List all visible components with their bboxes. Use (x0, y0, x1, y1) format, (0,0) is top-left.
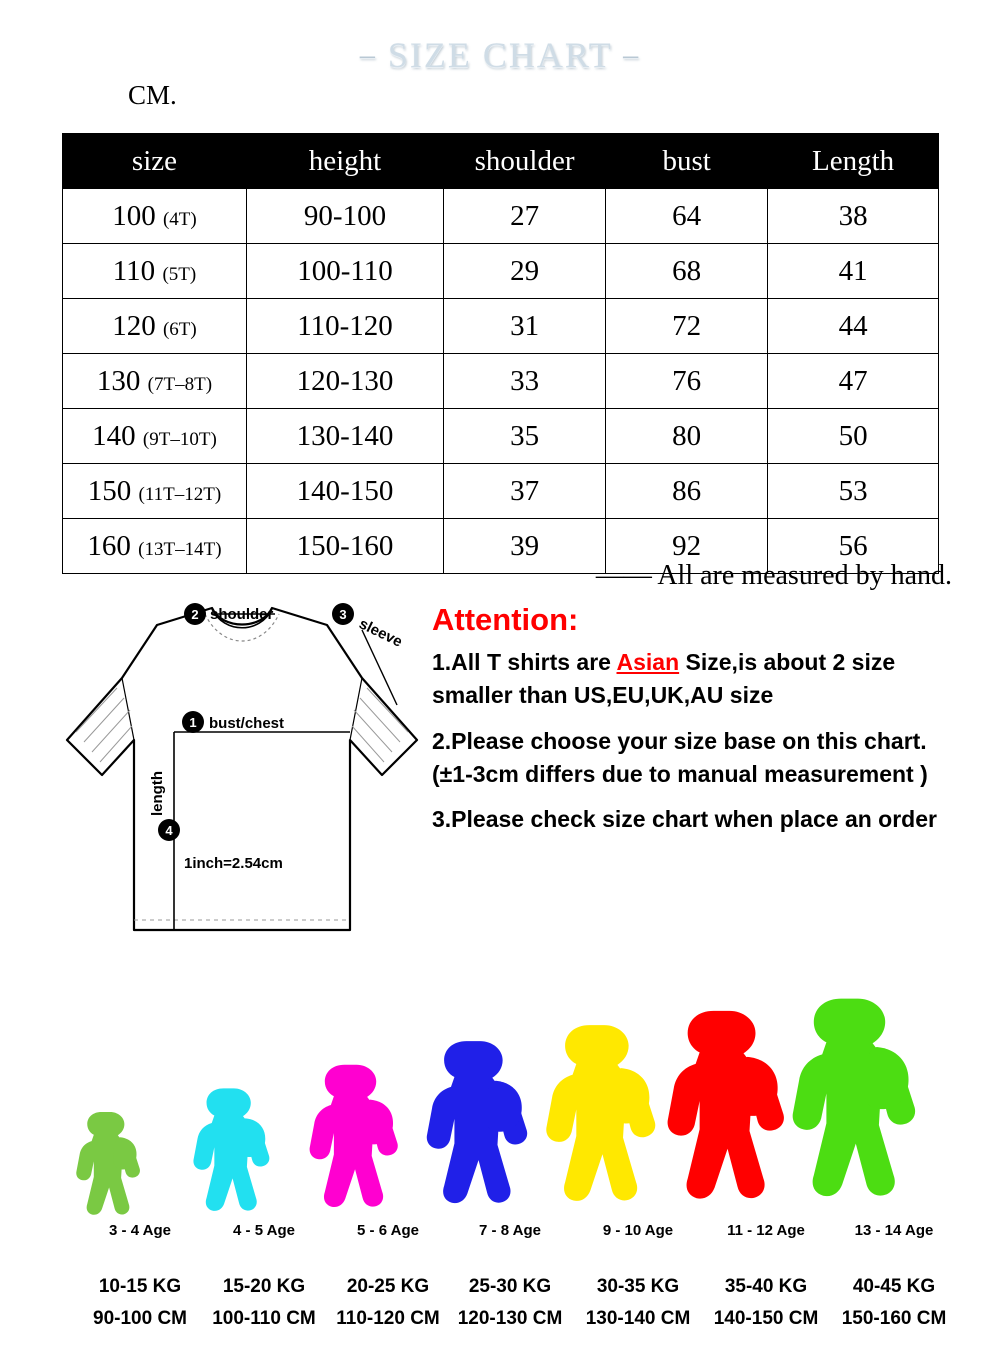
age-label: 13 - 14 Age (854, 1222, 934, 1239)
cell-bust: 76 (606, 354, 768, 409)
height-label: 110-120 CM (336, 1308, 440, 1329)
cell-length: 47 (768, 354, 939, 409)
page-title (0, 0, 1000, 80)
kid-silhouette (180, 1080, 273, 1235)
age-label: 4 - 5 Age (233, 1222, 295, 1239)
height-label: 140-150 CM (713, 1308, 819, 1329)
table-row (63, 299, 939, 354)
cell-bust: 80 (606, 409, 768, 464)
cell-shoulder: 39 (444, 519, 606, 574)
cell-bust: 68 (606, 244, 768, 299)
weight-label: 25-30 KG (468, 1276, 552, 1297)
age-label: 5 - 6 Age (357, 1222, 419, 1239)
kid-silhouette (771, 985, 921, 1235)
age-label: 11 - 12 Age (727, 1222, 805, 1239)
column-header-bust: bust (606, 134, 768, 189)
unit-label: CM. (128, 80, 177, 110)
cell-bust: 72 (606, 299, 768, 354)
attention-line-2: 2.Please choose your size base on this chart.(±1-3cm differs due to manual measurement ) (432, 727, 928, 788)
cell-size: 140 (9T–10T) (63, 409, 247, 464)
tshirt-diagram (62, 600, 422, 950)
kid-silhouette (527, 1013, 661, 1236)
cell-shoulder: 33 (444, 354, 606, 409)
cell-length: 44 (768, 299, 939, 354)
svg-text:bust/chest: bust/chest (209, 715, 285, 732)
title-dash-right: – (623, 38, 641, 71)
cell-height: 90-100 (246, 189, 443, 244)
column-header-shoulder: shoulder (444, 134, 606, 189)
height-label: 120-130 CM (457, 1308, 563, 1329)
weight-label: 20-25 KG (346, 1276, 430, 1297)
svg-text:length: length (149, 771, 166, 816)
title-text: SIZE CHART (387, 35, 613, 75)
svg-text:3: 3 (339, 607, 347, 622)
kid-silhouette (647, 998, 790, 1236)
cell-size: 100 (4T) (63, 189, 247, 244)
svg-text:1: 1 (189, 715, 197, 730)
measured-by-hand-note: —— All are measured by hand. (595, 560, 952, 591)
cell-shoulder: 37 (444, 464, 606, 519)
weight-label: 40-45 KG (852, 1276, 936, 1297)
cell-length: 41 (768, 244, 939, 299)
svg-text:4: 4 (165, 823, 173, 838)
child-icon (65, 1105, 143, 1235)
title-dash-left: – (359, 38, 377, 71)
cell-size: 150 (11T–12T) (63, 464, 247, 519)
child-icon (647, 998, 790, 1236)
height-label: 130-140 CM (585, 1308, 691, 1329)
kid-silhouette (65, 1105, 143, 1235)
attention-line-3: 3.Please check size chart when place an order (432, 806, 937, 833)
age-label: 7 - 8 Age (479, 1222, 541, 1239)
cell-bust: 64 (606, 189, 768, 244)
cell-length: 38 (768, 189, 939, 244)
cell-height: 100-110 (246, 244, 443, 299)
svg-text:1inch=2.54cm: 1inch=2.54cm (184, 855, 283, 872)
cell-height: 120-130 (246, 354, 443, 409)
height-label: 90-100 CM (93, 1308, 187, 1329)
cell-height: 140-150 (246, 464, 443, 519)
kid-silhouette (294, 1055, 402, 1235)
cell-size: 130 (7T–8T) (63, 354, 247, 409)
tshirt-icon (62, 600, 422, 950)
age-label: 3 - 4 Age (109, 1222, 171, 1239)
cell-bust: 92 (606, 519, 768, 574)
cell-length: 56 (768, 519, 939, 574)
column-header-size: size (63, 134, 247, 189)
cell-height: 150-160 (246, 519, 443, 574)
height-label: 150-160 CM (841, 1308, 947, 1329)
svg-text:shoulder: shoulder (210, 606, 274, 623)
attention-line-1: 1.All T shirts are Asian Size,is about 2 size smaller than US,EU,UK,AU size (432, 649, 896, 709)
table-row (63, 189, 939, 244)
column-header-height: height (246, 134, 443, 189)
cell-shoulder: 27 (444, 189, 606, 244)
table-row (63, 464, 939, 519)
table-row (63, 354, 939, 409)
cell-length: 53 (768, 464, 939, 519)
cell-size: 160 (13T–14T) (63, 519, 247, 574)
weight-label: 35-40 KG (724, 1276, 808, 1297)
child-icon (180, 1080, 273, 1235)
cell-length: 50 (768, 409, 939, 464)
cell-shoulder: 29 (444, 244, 606, 299)
child-icon (527, 1013, 661, 1236)
cell-height: 110-120 (246, 299, 443, 354)
attention-title: Attention: (432, 602, 579, 637)
kid-silhouette-row (0, 965, 1000, 1235)
table-row (63, 244, 939, 299)
weight-label: 15-20 KG (222, 1276, 306, 1297)
table-row (63, 409, 939, 464)
age-label: 9 - 10 Age (602, 1222, 674, 1239)
cell-bust: 86 (606, 464, 768, 519)
cell-height: 130-140 (246, 409, 443, 464)
kid-silhouette (409, 1030, 532, 1235)
column-header-length: Length (768, 134, 939, 189)
asian-highlight: Asian (616, 649, 680, 675)
cell-shoulder: 31 (444, 299, 606, 354)
child-icon (409, 1030, 532, 1235)
cell-size: 110 (5T) (63, 244, 247, 299)
weight-label: 30-35 KG (596, 1276, 680, 1297)
svg-text:2: 2 (191, 607, 199, 622)
weight-label: 10-15 KG (98, 1276, 182, 1297)
child-icon (294, 1055, 402, 1235)
cell-shoulder: 35 (444, 409, 606, 464)
height-label: 100-110 CM (212, 1308, 316, 1329)
table-header-row (63, 134, 939, 189)
size-chart-table (62, 133, 939, 574)
svg-text:sleeve: sleeve (356, 615, 405, 651)
cell-size: 120 (6T) (63, 299, 247, 354)
attention-block (432, 602, 962, 849)
child-icon (771, 985, 921, 1235)
